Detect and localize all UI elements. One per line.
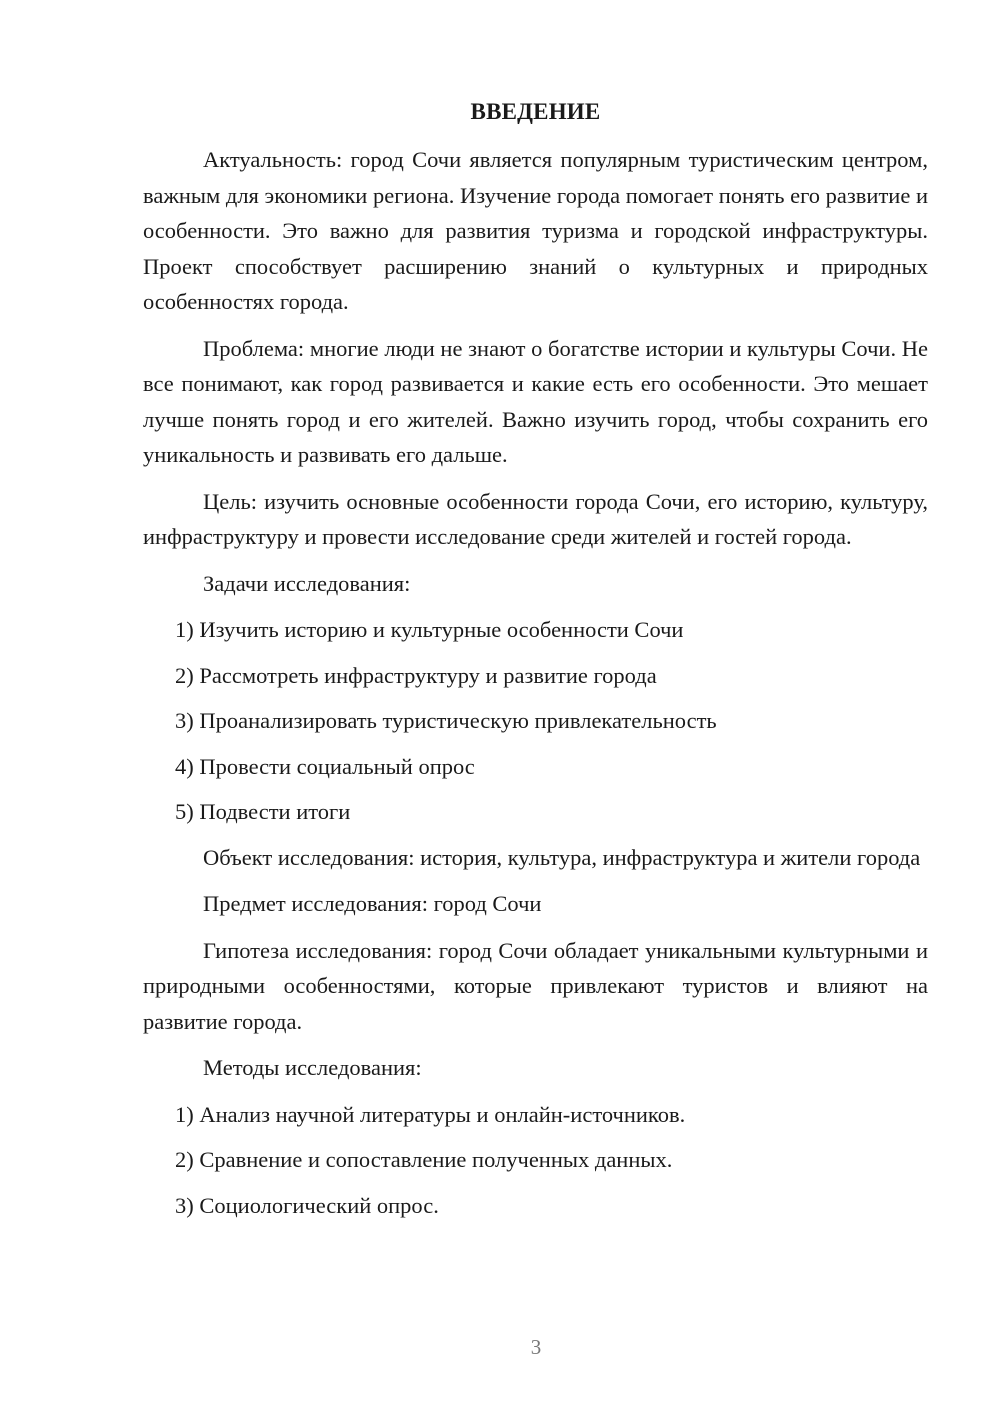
page-number: 3 <box>530 1335 542 1359</box>
page-content <box>143 96 928 1233</box>
page-title: ВВЕДЕНИЕ <box>470 99 601 124</box>
tasks-list <box>143 612 928 830</box>
goal-paragraph: Цель: изучить основные особенности города Сочи, его историю, культуру, инфраструктуру и провести исследование среди жителей и гостей города. <box>143 488 928 549</box>
method-item: 1) Анализ научной литературы и онлайн-источников. <box>175 1101 686 1127</box>
task-item: 4) Провести социальный опрос <box>175 753 475 779</box>
methods-list <box>143 1097 928 1224</box>
object-paragraph: Объект исследования: история, культура, инфраструктура и жители города <box>203 844 921 870</box>
methods-heading: Методы исследования: <box>203 1055 422 1080</box>
method-item: 3) Социологический опрос. <box>175 1192 439 1218</box>
task-item: 1) Изучить историю и культурные особенности Сочи <box>175 617 684 642</box>
tasks-heading: Задачи исследования: <box>203 570 411 596</box>
method-item: 2) Сравнение и сопоставление полученных данных. <box>175 1147 673 1172</box>
task-item: 3) Проанализировать туристическую привлекательность <box>175 708 717 733</box>
subject-paragraph: Предмет исследования: город Сочи <box>203 891 542 916</box>
task-item: 5) Подвести итоги <box>175 799 351 824</box>
problem-paragraph: Проблема: многие люди не знают о богатстве истории и культуры Сочи. Не все понимают, как город развивается и какие есть его особенности. Это мешает лучше понять город и его жителей. Важно изучить город, чтобы сохранить его уникальность и развивать его дальше. <box>143 335 928 467</box>
relevance-paragraph: Актуальность: город Сочи является популярным туристическим центром, важным для экономики региона. Изучение города помогает понять его развитие и особенности. Это важно для развития туризма и городской инфраструктуры. Проект способствует расширению знаний о культурных и природных особенностях города. <box>143 147 928 314</box>
hypothesis-paragraph: Гипотеза исследования: город Сочи обладает уникальными культурными и природными особенностями, которые привлекают туристов и влияют на развитие города. <box>143 937 928 1034</box>
task-item: 2) Рассмотреть инфраструктуру и развитие города <box>175 662 657 688</box>
